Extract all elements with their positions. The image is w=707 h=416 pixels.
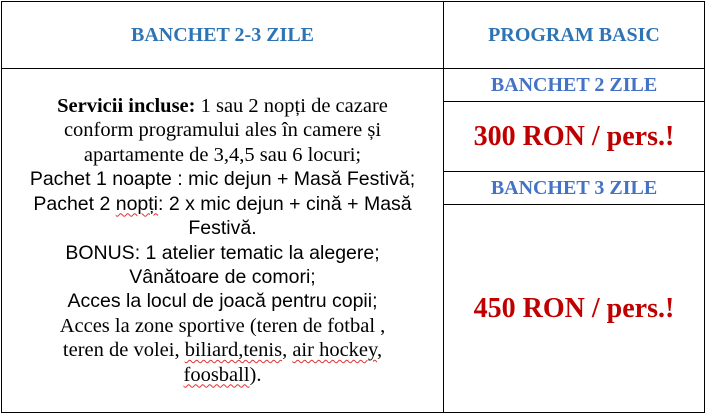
program-title: PROGRAM BASIC (488, 23, 660, 46)
services-line-5: Pachet 2 nopți: 2 x mic dejun + cină + Masă (33, 192, 412, 215)
spellcheck-word: biliard,tenis (184, 339, 283, 362)
package-name: BANCHET 3 ZILE (490, 176, 658, 199)
spellcheck-word: foosball (183, 363, 250, 386)
banquet-title: BANCHET 2-3 ZILE (130, 23, 314, 46)
services-cell (2, 69, 444, 413)
package-2-days-price-cell (444, 102, 705, 172)
services-line-4: Pachet 1 noapte : mic dejun + Masă Festivă; (29, 168, 416, 191)
services-line-9: Acces la locul de joacă pentru copii; (67, 290, 378, 313)
header-left-cell (2, 2, 444, 69)
services-line-6: Festivă. (188, 217, 257, 240)
pricing-table (1, 1, 705, 413)
services-label: Servicii incluse: (57, 95, 196, 118)
package-price: 300 RON / pers.! (473, 120, 675, 152)
services-line-12: foosball). (183, 363, 262, 386)
package-2-days-name-cell (444, 69, 705, 102)
services-line-8: Vânătoare de comori; (129, 265, 316, 288)
package-3-days-name-cell (444, 172, 705, 205)
spellcheck-word: air hockey (292, 339, 377, 362)
services-line-11: teren de volei, biliard,tenis, air hockey, (62, 339, 383, 362)
package-name: BANCHET 2 ZILE (490, 73, 658, 96)
services-line-3: apartamente de 3,4,5 sau 6 locuri; (83, 143, 362, 166)
package-3-days-price-cell (444, 205, 705, 413)
header-right-cell (444, 2, 705, 69)
services-line-7: BONUS: 1 atelier tematic la alegere; (65, 241, 380, 264)
package-price: 450 RON / pers.! (473, 292, 675, 324)
services-line-10: Acces la zone sportive (teren de fotbal , (59, 314, 386, 337)
spellcheck-word: nopți (115, 192, 159, 215)
services-line-1: Servicii incluse: 1 sau 2 nopți de cazare (57, 95, 388, 118)
services-line-2: conform programului ales în camere și (63, 119, 382, 142)
